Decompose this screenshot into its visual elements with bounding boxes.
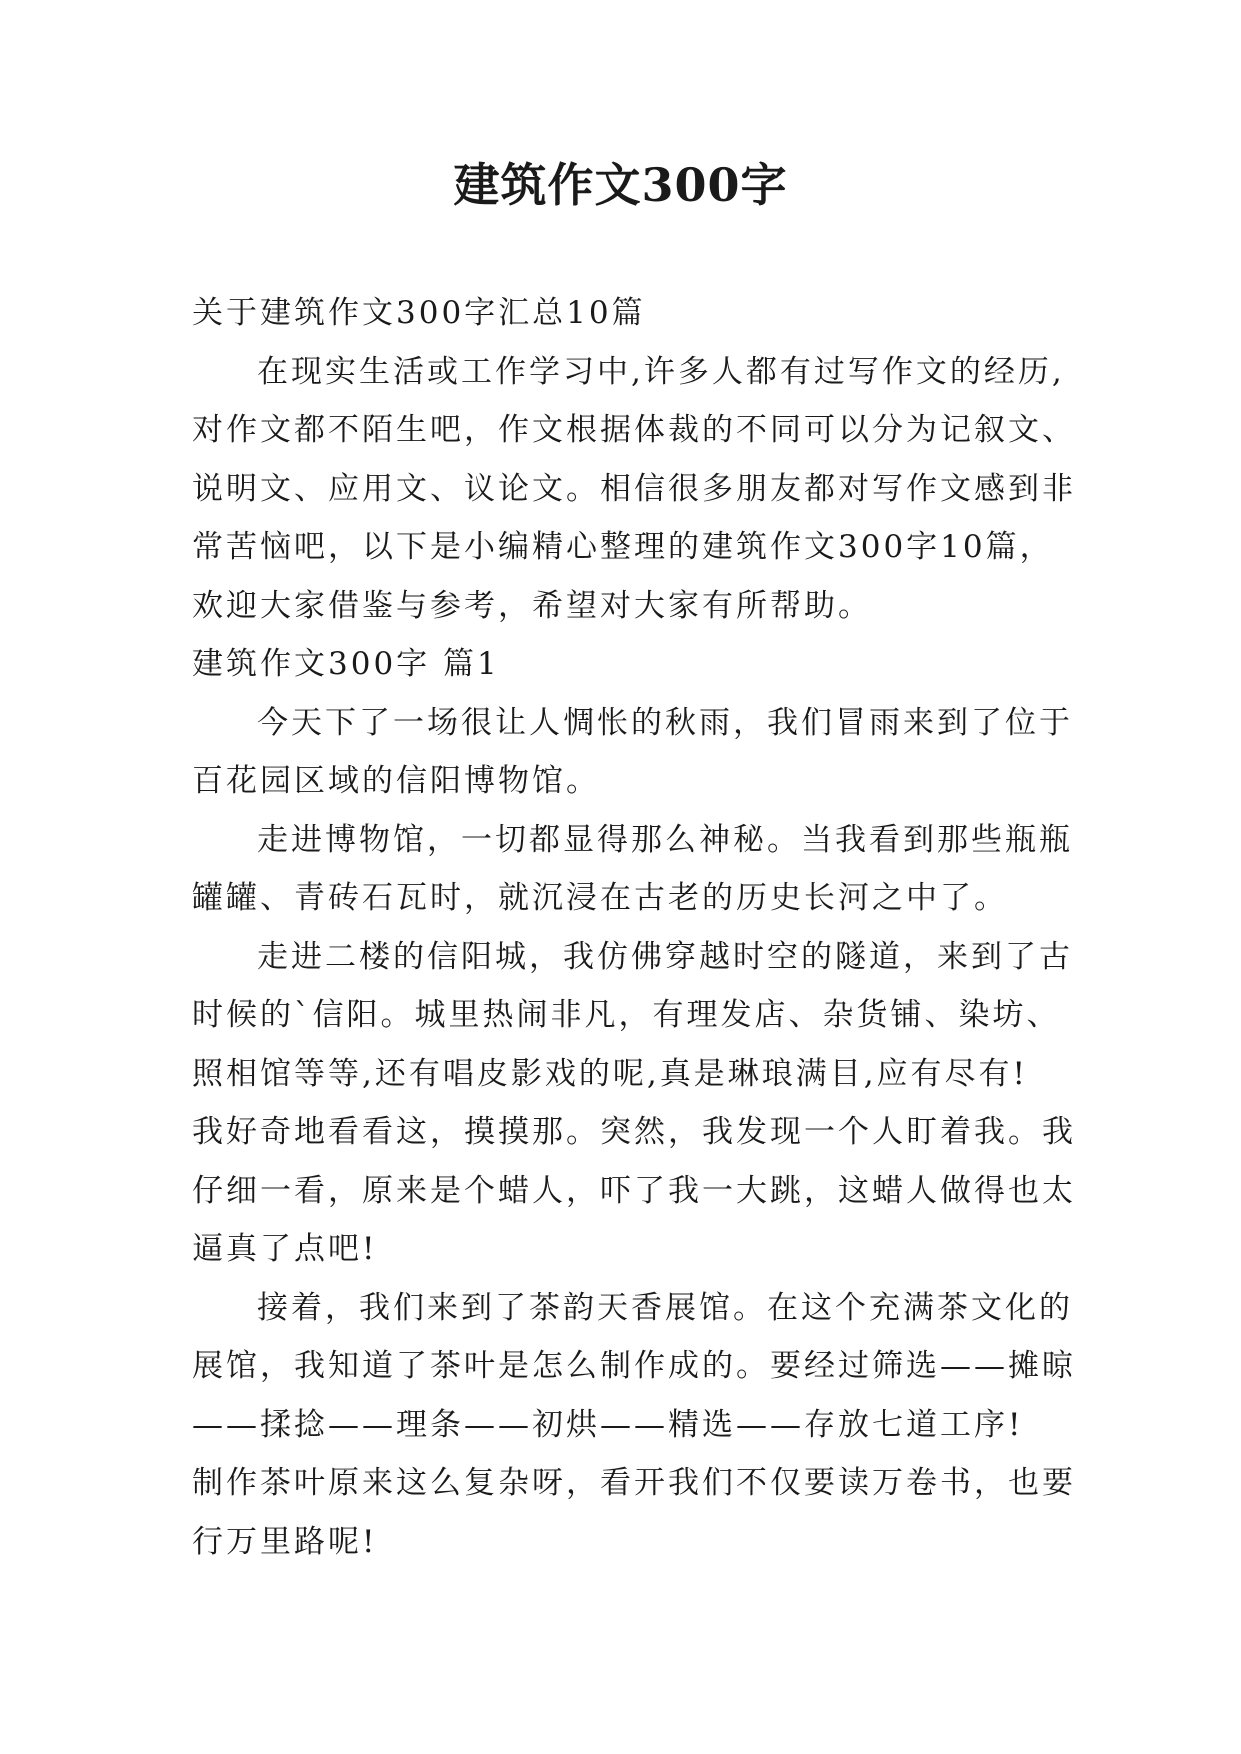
text-line: 常苦恼吧，以下是小编精心整理的建筑作文300字10篇， (192, 529, 1054, 565)
text-line: 时候的`信阳。城里热闹非凡，有理发店、杂货铺、染坊、 (192, 997, 1061, 1033)
text-line: 我好奇地看看这，摸摸那。突然，我发现一个人盯着我。我 (192, 1114, 1076, 1150)
text-line: 行万里路呢! (192, 1523, 378, 1560)
text-line: 逼真了点吧! (192, 1231, 378, 1267)
text-line: 仔细一看，原来是个蜡人，吓了我一大跳，这蜡人做得也太 (192, 1172, 1076, 1209)
text-line: 欢迎大家借鉴与参考，希望对大家有所帮助。 (192, 587, 872, 624)
text-line: 关于建筑作文300字汇总10篇 (192, 295, 646, 331)
text-line: 罐罐、青砖石瓦时，就沉浸在古老的历史长河之中了。 (192, 880, 1008, 916)
text-line: 照相馆等等,还有唱皮影戏的呢,真是琳琅满目,应有尽有! (192, 1055, 1029, 1092)
text-line: 说明文、应用文、议论文。相信很多朋友都对写作文感到非 (192, 470, 1076, 507)
text-line: 百花园区域的信阳博物馆。 (192, 763, 600, 799)
document-title: 建筑作文300字 (453, 158, 788, 212)
text-line: 建筑作文300字 篇1 (192, 646, 500, 682)
text-line: 展馆，我知道了茶叶是怎么制作成的。要经过筛选——摊晾 (192, 1348, 1076, 1384)
text-line: 走进博物馆，一切都显得那么神秘。当我看到那些瓶瓶 (257, 821, 1073, 858)
text-line: 对作文都不陌生吧，作文根据体裁的不同可以分为记叙文、 (192, 412, 1076, 448)
text-line: ——揉捻——理条——初烘——精选——存放七道工序! (192, 1406, 1024, 1443)
text-line: 走进二楼的信阳城，我仿佛穿越时空的隧道，来到了古 (257, 938, 1073, 975)
text-line: 接着，我们来到了茶韵天香展馆。在这个充满茶文化的 (257, 1289, 1073, 1326)
text-line: 在现实生活或工作学习中,许多人都有过写作文的经历, (257, 353, 1065, 390)
text-line: 制作茶叶原来这么复杂呀，看开我们不仅要读万卷书，也要 (192, 1465, 1076, 1501)
document-body (192, 284, 1076, 1571)
text-line: 今天下了一场很让人惆怅的秋雨，我们冒雨来到了位于 (257, 704, 1073, 741)
